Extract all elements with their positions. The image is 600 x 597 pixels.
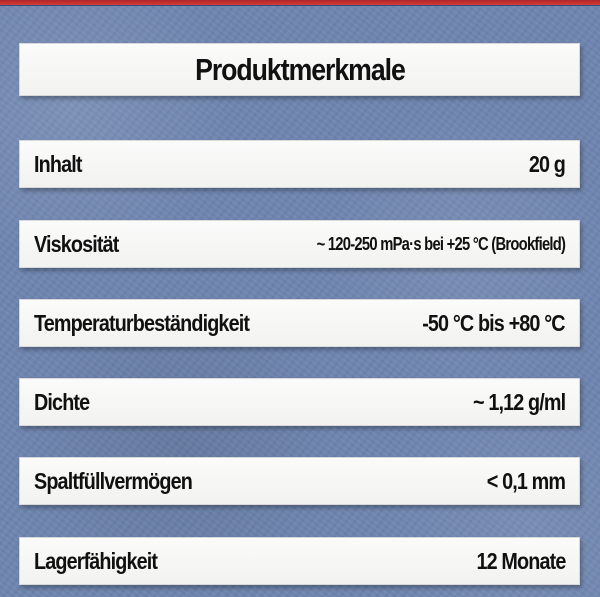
property-value: 20 g <box>528 150 565 177</box>
property-row-temperaturbestaendigkeit <box>19 299 580 347</box>
property-row-viskositaet <box>19 220 580 268</box>
property-row-lagerfaehigkeit <box>19 537 580 585</box>
top-stripe <box>0 0 600 5</box>
property-row-dichte <box>19 378 580 426</box>
property-label: Lagerfähigkeit <box>34 547 158 574</box>
property-row-spaltfuellvermoegen <box>19 457 580 505</box>
property-value: < 0,1 mm <box>486 467 565 494</box>
property-value: ~ 120-250 mPa·s bei +25 °C (Brookfield) <box>316 233 565 254</box>
title-panel <box>19 43 580 96</box>
property-label: Temperaturbeständigkeit <box>34 309 250 336</box>
property-value: ~ 1,12 g/ml <box>472 388 565 415</box>
property-row-inhalt <box>19 140 580 188</box>
property-value: -50 °C bis +80 °C <box>422 309 565 336</box>
property-label: Viskosität <box>34 230 119 257</box>
property-label: Inhalt <box>34 150 82 177</box>
property-label: Dichte <box>34 388 90 415</box>
property-label: Spaltfüllvermögen <box>34 467 192 494</box>
page-title: Produktmerkmale <box>194 51 405 87</box>
property-value: 12 Monate <box>476 547 565 574</box>
